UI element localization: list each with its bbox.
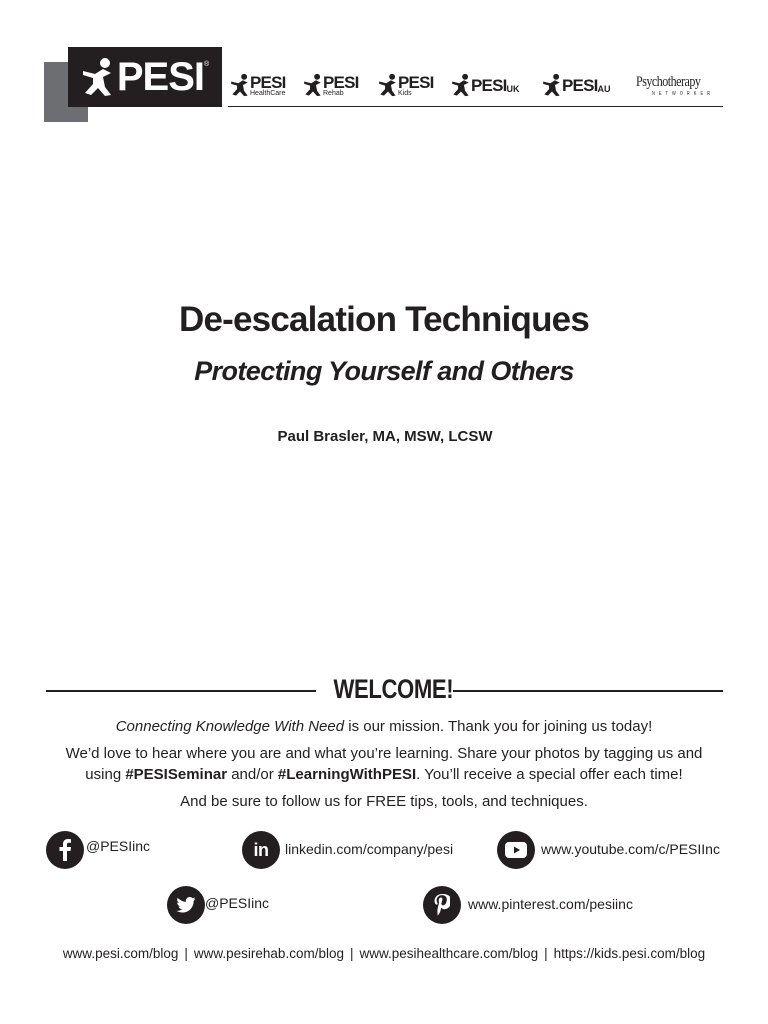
brand-name: PESI xyxy=(562,75,598,95)
youtube-link[interactable]: www.youtube.com/c/PESIInc xyxy=(541,841,720,857)
brand-name: PESI xyxy=(323,72,359,92)
brand-name: Psychotherapy xyxy=(636,74,701,90)
brand-pesi-rehab xyxy=(303,70,359,100)
brand-pesi-uk xyxy=(451,70,520,100)
youtube-icon[interactable] xyxy=(497,831,535,869)
linkedin-link[interactable]: linkedin.com/company/pesi xyxy=(285,841,454,857)
twitter-glyph xyxy=(176,897,196,913)
brand-pesi-au xyxy=(542,70,611,100)
linkedin-icon[interactable] xyxy=(242,831,280,869)
pesi-figure-icon xyxy=(451,73,471,97)
brand-pesi-kids xyxy=(378,70,434,100)
pesi-figure-icon xyxy=(81,57,115,97)
page-title: De-escalation Techniques xyxy=(179,300,589,339)
brand-sub: Kids xyxy=(398,89,412,97)
brand-suffix: UK xyxy=(506,84,520,94)
author-name: Paul Brasler, MA, MSW, LCSW xyxy=(277,428,493,445)
pinterest-link[interactable]: www.pinterest.com/pesiinc xyxy=(468,896,633,912)
footer-link-pesirehab[interactable]: www.pesirehab.com/blog xyxy=(193,946,344,961)
registered-mark: ® xyxy=(203,61,210,68)
footer-separator: | xyxy=(184,946,188,961)
share-paragraph xyxy=(0,743,768,785)
footer-links xyxy=(0,946,768,961)
brand-name: PESI xyxy=(250,72,286,92)
mission-text: is our mission. Thank you for joining us today! xyxy=(344,718,653,735)
linkedin-glyph: in xyxy=(253,839,269,860)
header-divider xyxy=(228,106,723,107)
hashtag-pesiseminar: #PESISeminar xyxy=(125,766,228,783)
brand-name: PESI xyxy=(398,72,434,92)
pinterest-glyph xyxy=(434,894,450,916)
brand-psychotherapy-networker xyxy=(636,74,714,97)
facebook-icon[interactable] xyxy=(46,831,84,869)
brand-pesi-healthcare xyxy=(230,70,286,100)
facebook-handle[interactable]: @PESIinc xyxy=(86,838,151,854)
share-text: . You’ll receive a special offer each time! xyxy=(416,766,683,783)
footer-link-kids[interactable]: https://kids.pesi.com/blog xyxy=(553,946,706,961)
share-text: and/or xyxy=(227,766,278,783)
follow-paragraph: And be sure to follow us for FREE tips, tools, and techniques. xyxy=(180,793,588,810)
pesi-figure-icon xyxy=(378,73,398,97)
footer-link-pesihealthcare[interactable]: www.pesihealthcare.com/blog xyxy=(359,946,539,961)
twitter-icon[interactable] xyxy=(167,886,205,924)
page-subtitle: Protecting Yourself and Others xyxy=(194,356,574,386)
brand-sub: Rehab xyxy=(323,89,344,97)
youtube-glyph xyxy=(505,842,527,858)
brand-sub: NETWORKER xyxy=(652,91,714,97)
pesi-logo-text: PESI xyxy=(116,54,204,99)
pesi-figure-icon xyxy=(303,73,323,97)
welcome-rule-right xyxy=(453,690,723,692)
footer-link-pesi[interactable]: www.pesi.com/blog xyxy=(62,946,179,961)
facebook-glyph xyxy=(58,839,72,861)
brand-suffix: AU xyxy=(597,84,611,94)
pesi-figure-icon xyxy=(542,73,562,97)
pesi-main-logo xyxy=(68,47,222,107)
welcome-rule-left xyxy=(46,690,316,692)
brand-name: PESI xyxy=(471,75,507,95)
brand-sub: HealthCare xyxy=(250,89,286,97)
hashtag-learningwithpesi: #LearningWithPESI xyxy=(277,766,417,783)
pinterest-icon[interactable] xyxy=(423,886,461,924)
mission-paragraph xyxy=(0,716,768,737)
mission-italic: Connecting Knowledge With Need xyxy=(115,718,345,735)
footer-separator: | xyxy=(544,946,548,961)
twitter-handle[interactable]: @PESIinc xyxy=(205,895,270,911)
pesi-figure-icon xyxy=(230,73,250,97)
welcome-heading: WELCOME! xyxy=(333,674,454,704)
footer-separator: | xyxy=(349,946,354,961)
share-text: We’d love to hear where you are and what you’re learning. Share your photos by tagging us and using xyxy=(65,745,703,783)
